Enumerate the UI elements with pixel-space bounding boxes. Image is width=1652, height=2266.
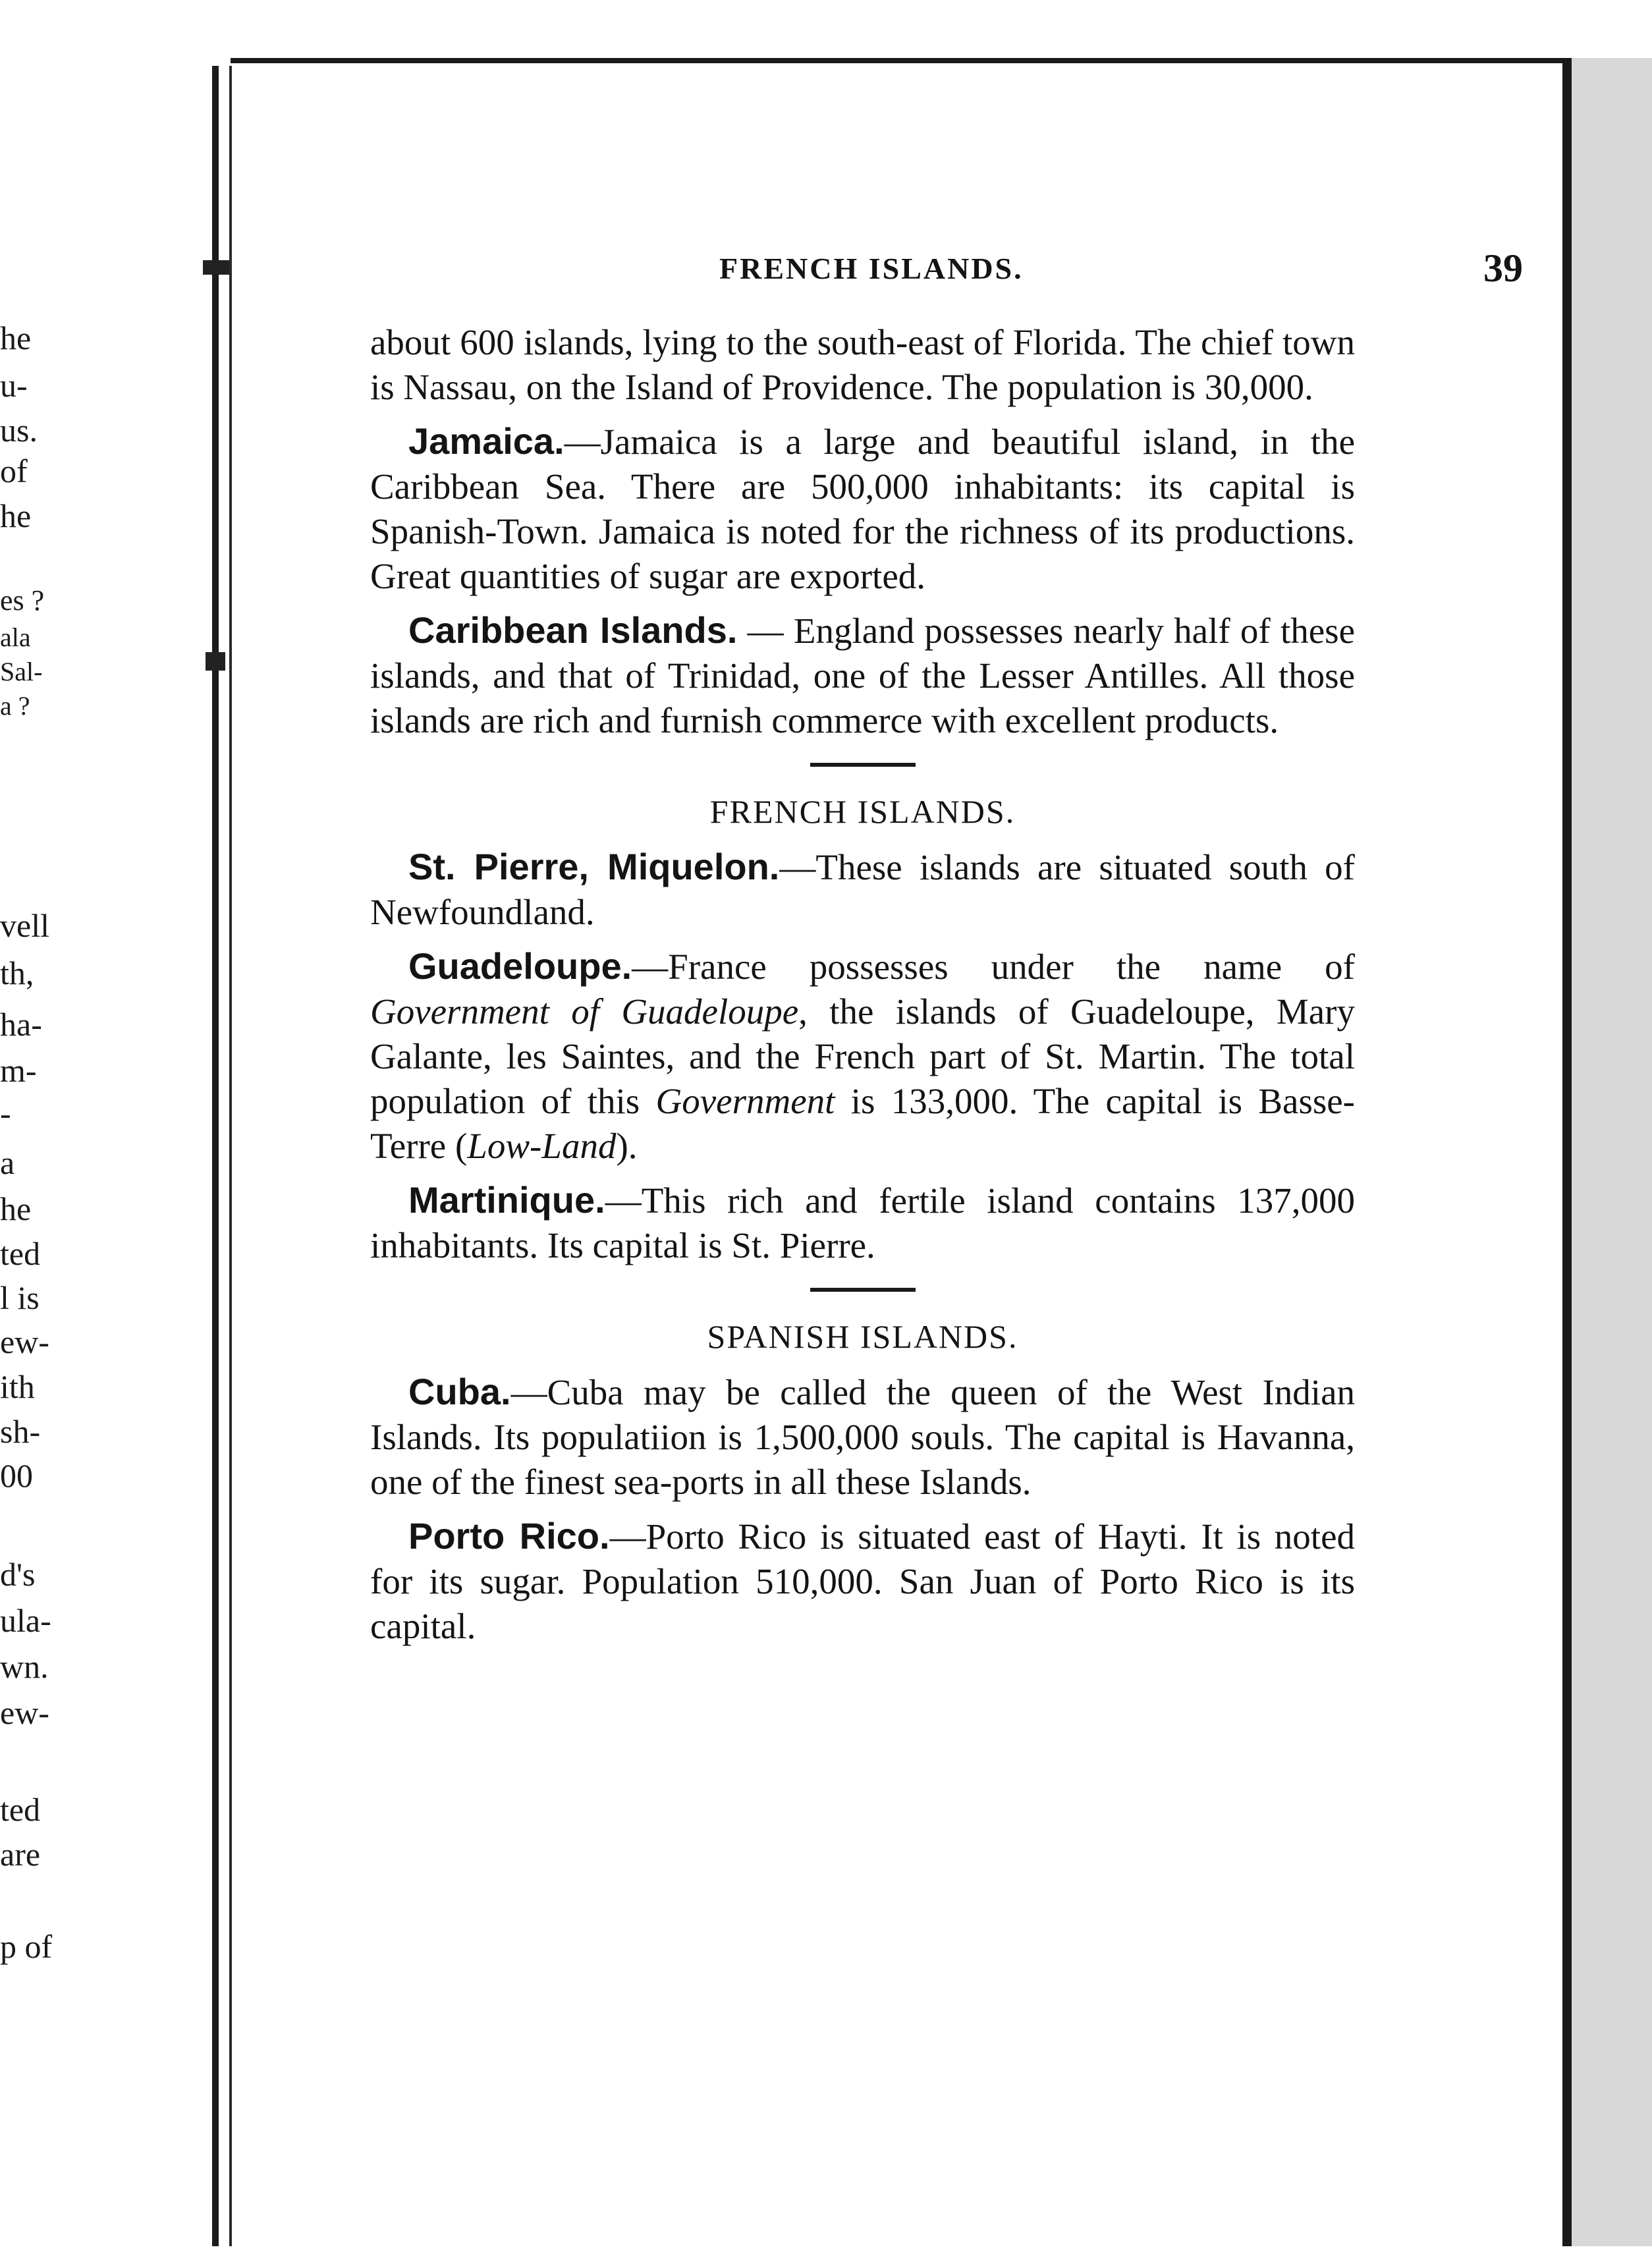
page-body bbox=[370, 320, 1355, 1658]
guadeloupe-text: is 133,000. The capital is Basse-Terre ( bbox=[370, 1081, 1355, 1166]
guadeloupe-italic-government: Government of Guadeloupe bbox=[370, 991, 799, 1032]
spanish-section-title: SPANISH ISLANDS. bbox=[707, 1318, 1018, 1355]
martinique-paragraph bbox=[370, 1178, 1355, 1268]
st-pierre-text: —These islands are situated south of Newfoundland. bbox=[370, 847, 1355, 932]
porto-rico-paragraph bbox=[370, 1514, 1355, 1649]
guadeloupe-heading: Guadeloupe. bbox=[408, 945, 632, 987]
facing-page-fragment: l is bbox=[0, 1279, 40, 1316]
section-divider bbox=[810, 1288, 916, 1292]
section-divider bbox=[810, 763, 916, 767]
intro-paragraph bbox=[370, 320, 1355, 410]
page-number: 39 bbox=[1483, 246, 1523, 290]
guadeloupe-italic-lowland: Low-Land bbox=[467, 1126, 617, 1166]
facing-page-fragment: ula- bbox=[0, 1602, 51, 1639]
facing-page-fragment: he bbox=[0, 497, 32, 534]
caribbean-paragraph bbox=[370, 608, 1355, 743]
running-title: FRENCH ISLANDS. bbox=[719, 252, 1024, 285]
cuba-heading: Cuba. bbox=[408, 1371, 511, 1412]
facing-page-fragment: - bbox=[0, 1095, 11, 1132]
page-right-edge bbox=[1562, 58, 1572, 2266]
facing-page-fragment: ha- bbox=[0, 1006, 42, 1043]
martinique-text: —This rich and fertile island contains 137,000 inhabitants. Its capital is St. Pierre. bbox=[370, 1180, 1355, 1265]
porto-rico-heading: Porto Rico. bbox=[408, 1515, 610, 1557]
facing-page-fragment: th, bbox=[0, 954, 34, 991]
facing-page-fragment: ew- bbox=[0, 1323, 49, 1360]
caribbean-heading: Caribbean Islands. bbox=[408, 609, 738, 651]
guadeloupe-text: —France possesses under the name of bbox=[632, 947, 1355, 987]
facing-page-fragment: a ? bbox=[0, 691, 30, 721]
page-bottom-margin bbox=[0, 2246, 1652, 2266]
jamaica-text: —Jamaica is a large and beautiful island, in the Caribbean Sea. There are 500,000 inhabitants: its capital is Spanish-Town. Jamaica is noted for the richness of its productions. Great quantities of sugar are exported. bbox=[370, 422, 1355, 596]
caribbean-text: — England possesses nearly half of these islands, and that of Trinidad, one of the Lesser Antilles. All those islands are rich and furnish commerce with excellent products. bbox=[370, 611, 1355, 740]
jamaica-paragraph bbox=[370, 419, 1355, 599]
page-top-edge bbox=[231, 58, 1568, 63]
guadeloupe-italic-term: Government bbox=[655, 1081, 835, 1121]
facing-page-fragment: ted bbox=[0, 1235, 41, 1272]
gutter-mark bbox=[206, 652, 225, 671]
facing-page-fragment: m- bbox=[0, 1052, 37, 1089]
jamaica-heading: Jamaica. bbox=[408, 420, 564, 462]
intro-text: about 600 islands, lying to the south-east of Florida. The chief town is Nassau, on the Island of Providence. The population is 30,000. bbox=[370, 322, 1355, 407]
st-pierre-heading: St. Pierre, Miquelon. bbox=[408, 846, 780, 887]
st-pierre-paragraph bbox=[370, 844, 1355, 935]
facing-page-fragment: p of bbox=[0, 1928, 53, 1965]
facing-page-fragment: u- bbox=[0, 367, 28, 404]
book-page bbox=[232, 63, 1562, 2244]
cuba-text: —Cuba may be called the queen of the West Indian Islands. Its populatiion is 1,500,000 souls. The capital is Havanna, one of the finest sea-ports in all these Islands. bbox=[370, 1372, 1355, 1502]
facing-page-fragment: he bbox=[0, 319, 32, 356]
facing-page-fragment: sh- bbox=[0, 1413, 41, 1450]
facing-page-fragment: wn. bbox=[0, 1648, 49, 1685]
facing-page-edge bbox=[0, 0, 214, 2266]
facing-page-fragment: Sal- bbox=[0, 657, 43, 686]
gutter-mark bbox=[203, 260, 229, 275]
facing-page-fragment: are bbox=[0, 1836, 41, 1873]
martinique-heading: Martinique. bbox=[408, 1179, 605, 1221]
facing-page-fragment: he bbox=[0, 1190, 32, 1227]
facing-page-fragment: vell bbox=[0, 907, 49, 944]
running-head bbox=[232, 246, 1562, 304]
french-section-title: FRENCH ISLANDS. bbox=[709, 793, 1016, 830]
gutter-rule bbox=[212, 66, 219, 2266]
facing-page-fragment: 00 bbox=[0, 1457, 33, 1494]
facing-page-fragment: ew- bbox=[0, 1694, 49, 1731]
page-right-shadow bbox=[1572, 58, 1652, 2266]
guadeloupe-text: ). bbox=[616, 1126, 638, 1166]
guadeloupe-paragraph bbox=[370, 944, 1355, 1169]
facing-page-fragment: a bbox=[0, 1144, 15, 1181]
facing-page-fragment: es ? bbox=[0, 584, 45, 617]
facing-page-fragment: ith bbox=[0, 1368, 35, 1405]
facing-page-fragment: us. bbox=[0, 412, 38, 449]
porto-rico-text: —Porto Rico is situated east of Hayti. It is noted for its sugar. Population 510,000. San Juan of Porto Rico is its capital. bbox=[370, 1516, 1355, 1646]
cuba-paragraph bbox=[370, 1369, 1355, 1505]
facing-page-fragment: ala bbox=[0, 622, 31, 652]
guadeloupe-text: , the islands of Guadeloupe, Mary Galante, les Saintes, and the French part of St. Martin. The total population of this bbox=[370, 991, 1355, 1121]
facing-page-fragment: ted bbox=[0, 1791, 41, 1828]
facing-page-fragment: d's bbox=[0, 1556, 36, 1593]
facing-page-fragment: of bbox=[0, 453, 28, 489]
